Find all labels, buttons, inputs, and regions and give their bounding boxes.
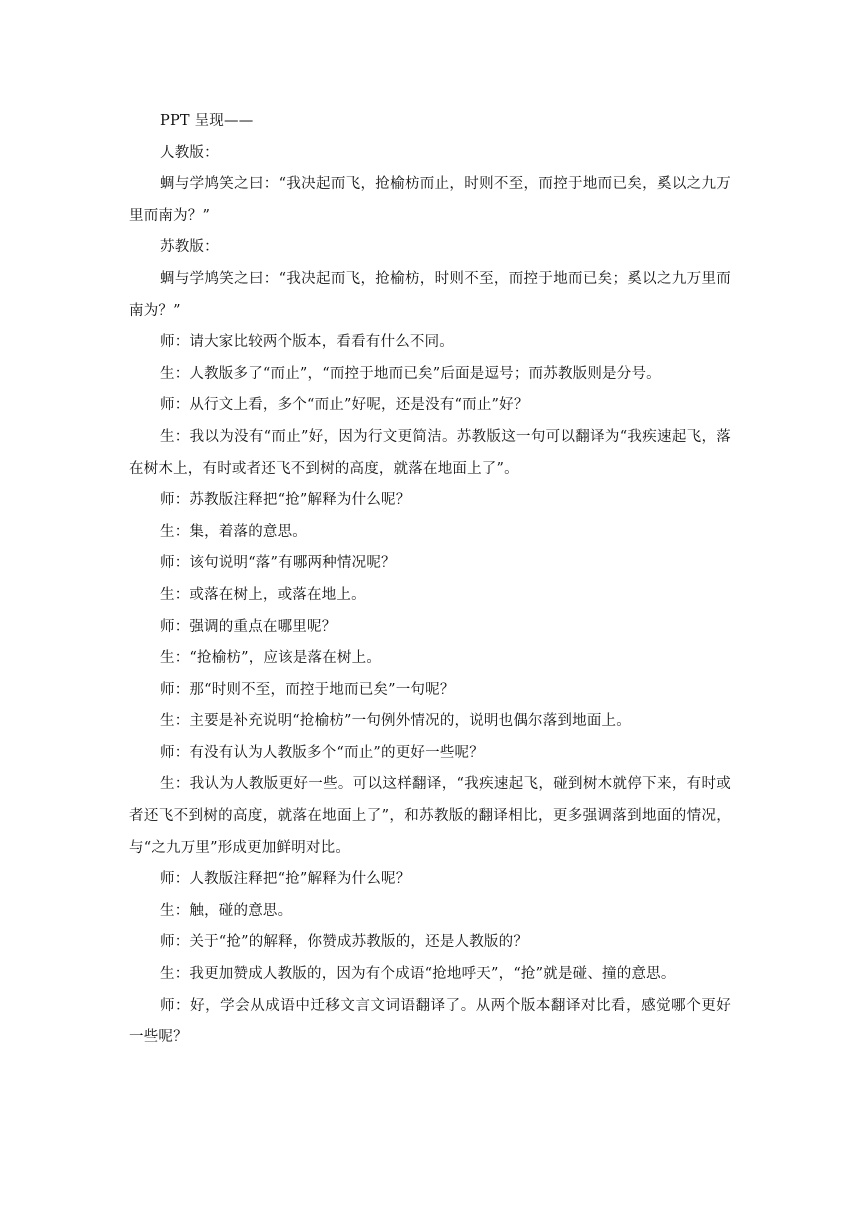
dialogue-line: 生：我认为人教版更好一些。可以这样翻译，“我疾速起飞，碰到树木就停下来，有时或者还飞不到树的高度，就落在地面上了”，和苏教版的翻译相比，更多强调落到地面的情况，与“之九万里”形成更加鲜明对比。 — [129, 776, 731, 856]
paragraph-ppt-intro: PPT 呈现—— — [160, 113, 254, 129]
dialogue-line: 生：我更加赞成人教版的，因为有个成语“抢地呼天”，“抢”就是碰、撞的意思。 — [160, 966, 676, 983]
dialogue-line: 师：从行文上看，多个“而止”好呢，还是没有“而止”好？ — [160, 397, 529, 414]
dialogue-line: 师：人教版注释把“抢”解释为什么呢？ — [160, 871, 411, 888]
dialogue-line: 生：我以为没有“而止”好，因为行文更简洁。苏教版这一句可以翻译为“我疾速起飞，落在树木上，有时或者还飞不到树的高度，就落在地面上了”。 — [129, 428, 731, 477]
dialogue-line: 生：触，碰的意思。 — [160, 902, 293, 919]
paragraph-renjiao-quote: 蜩与学鸠笑之曰：“我决起而飞，抢榆枋而止，时则不至，而控于地而已矣，奚以之九万里而南为？” — [129, 176, 731, 224]
dialogue-line: 师：苏教版注释把“抢”解释为什么呢？ — [160, 492, 411, 509]
dialogue-line: 师：强调的重点在哪里呢？ — [160, 618, 337, 635]
dialogue-line: 师：关于“抢”的解释，你赞成苏教版的，还是人教版的？ — [160, 934, 529, 951]
dialogue-line: 生：或落在树上，或落在地上。 — [160, 586, 366, 603]
dialogue-line: 生：人教版多了“而止”，“而控于地而已矣”后面是逗号；而苏教版则是分号。 — [160, 365, 661, 382]
dialogue-line: 师：有没有认为人教版多个“而止”的更好一些呢？ — [160, 744, 484, 761]
paragraph-renjiao-heading: 人教版： — [160, 144, 219, 161]
dialogue-line: 生：集，着落的意思。 — [160, 523, 307, 540]
document-body — [129, 106, 731, 1054]
dialogue-line: 生：“抢榆枋”，应该是落在树上。 — [160, 650, 382, 667]
dialogue-line: 生：主要是补充说明“抢榆枋”一句例外情况的，说明也偶尔落到地面上。 — [160, 713, 631, 730]
dialogue-line: 师：该句说明“落”有哪两种情况呢？ — [160, 555, 396, 572]
dialogue-line: 师：那“时则不至，而控于地而已矣”一句呢？ — [160, 681, 455, 698]
paragraph-sujiao-heading: 苏教版： — [160, 239, 219, 256]
dialogue-line: 师：请大家比较两个版本，看看有什么不同。 — [160, 334, 454, 351]
paragraph-sujiao-quote: 蜩与学鸠笑之曰：“我决起而飞，抢榆枋，时则不至，而控于地而已矣；奚以之九万里而南为？” — [129, 270, 731, 319]
dialogue-line: 师：好，学会从成语中迁移文言文词语翻译了。从两个版本翻译对比看，感觉哪个更好一些呢？ — [129, 997, 731, 1046]
